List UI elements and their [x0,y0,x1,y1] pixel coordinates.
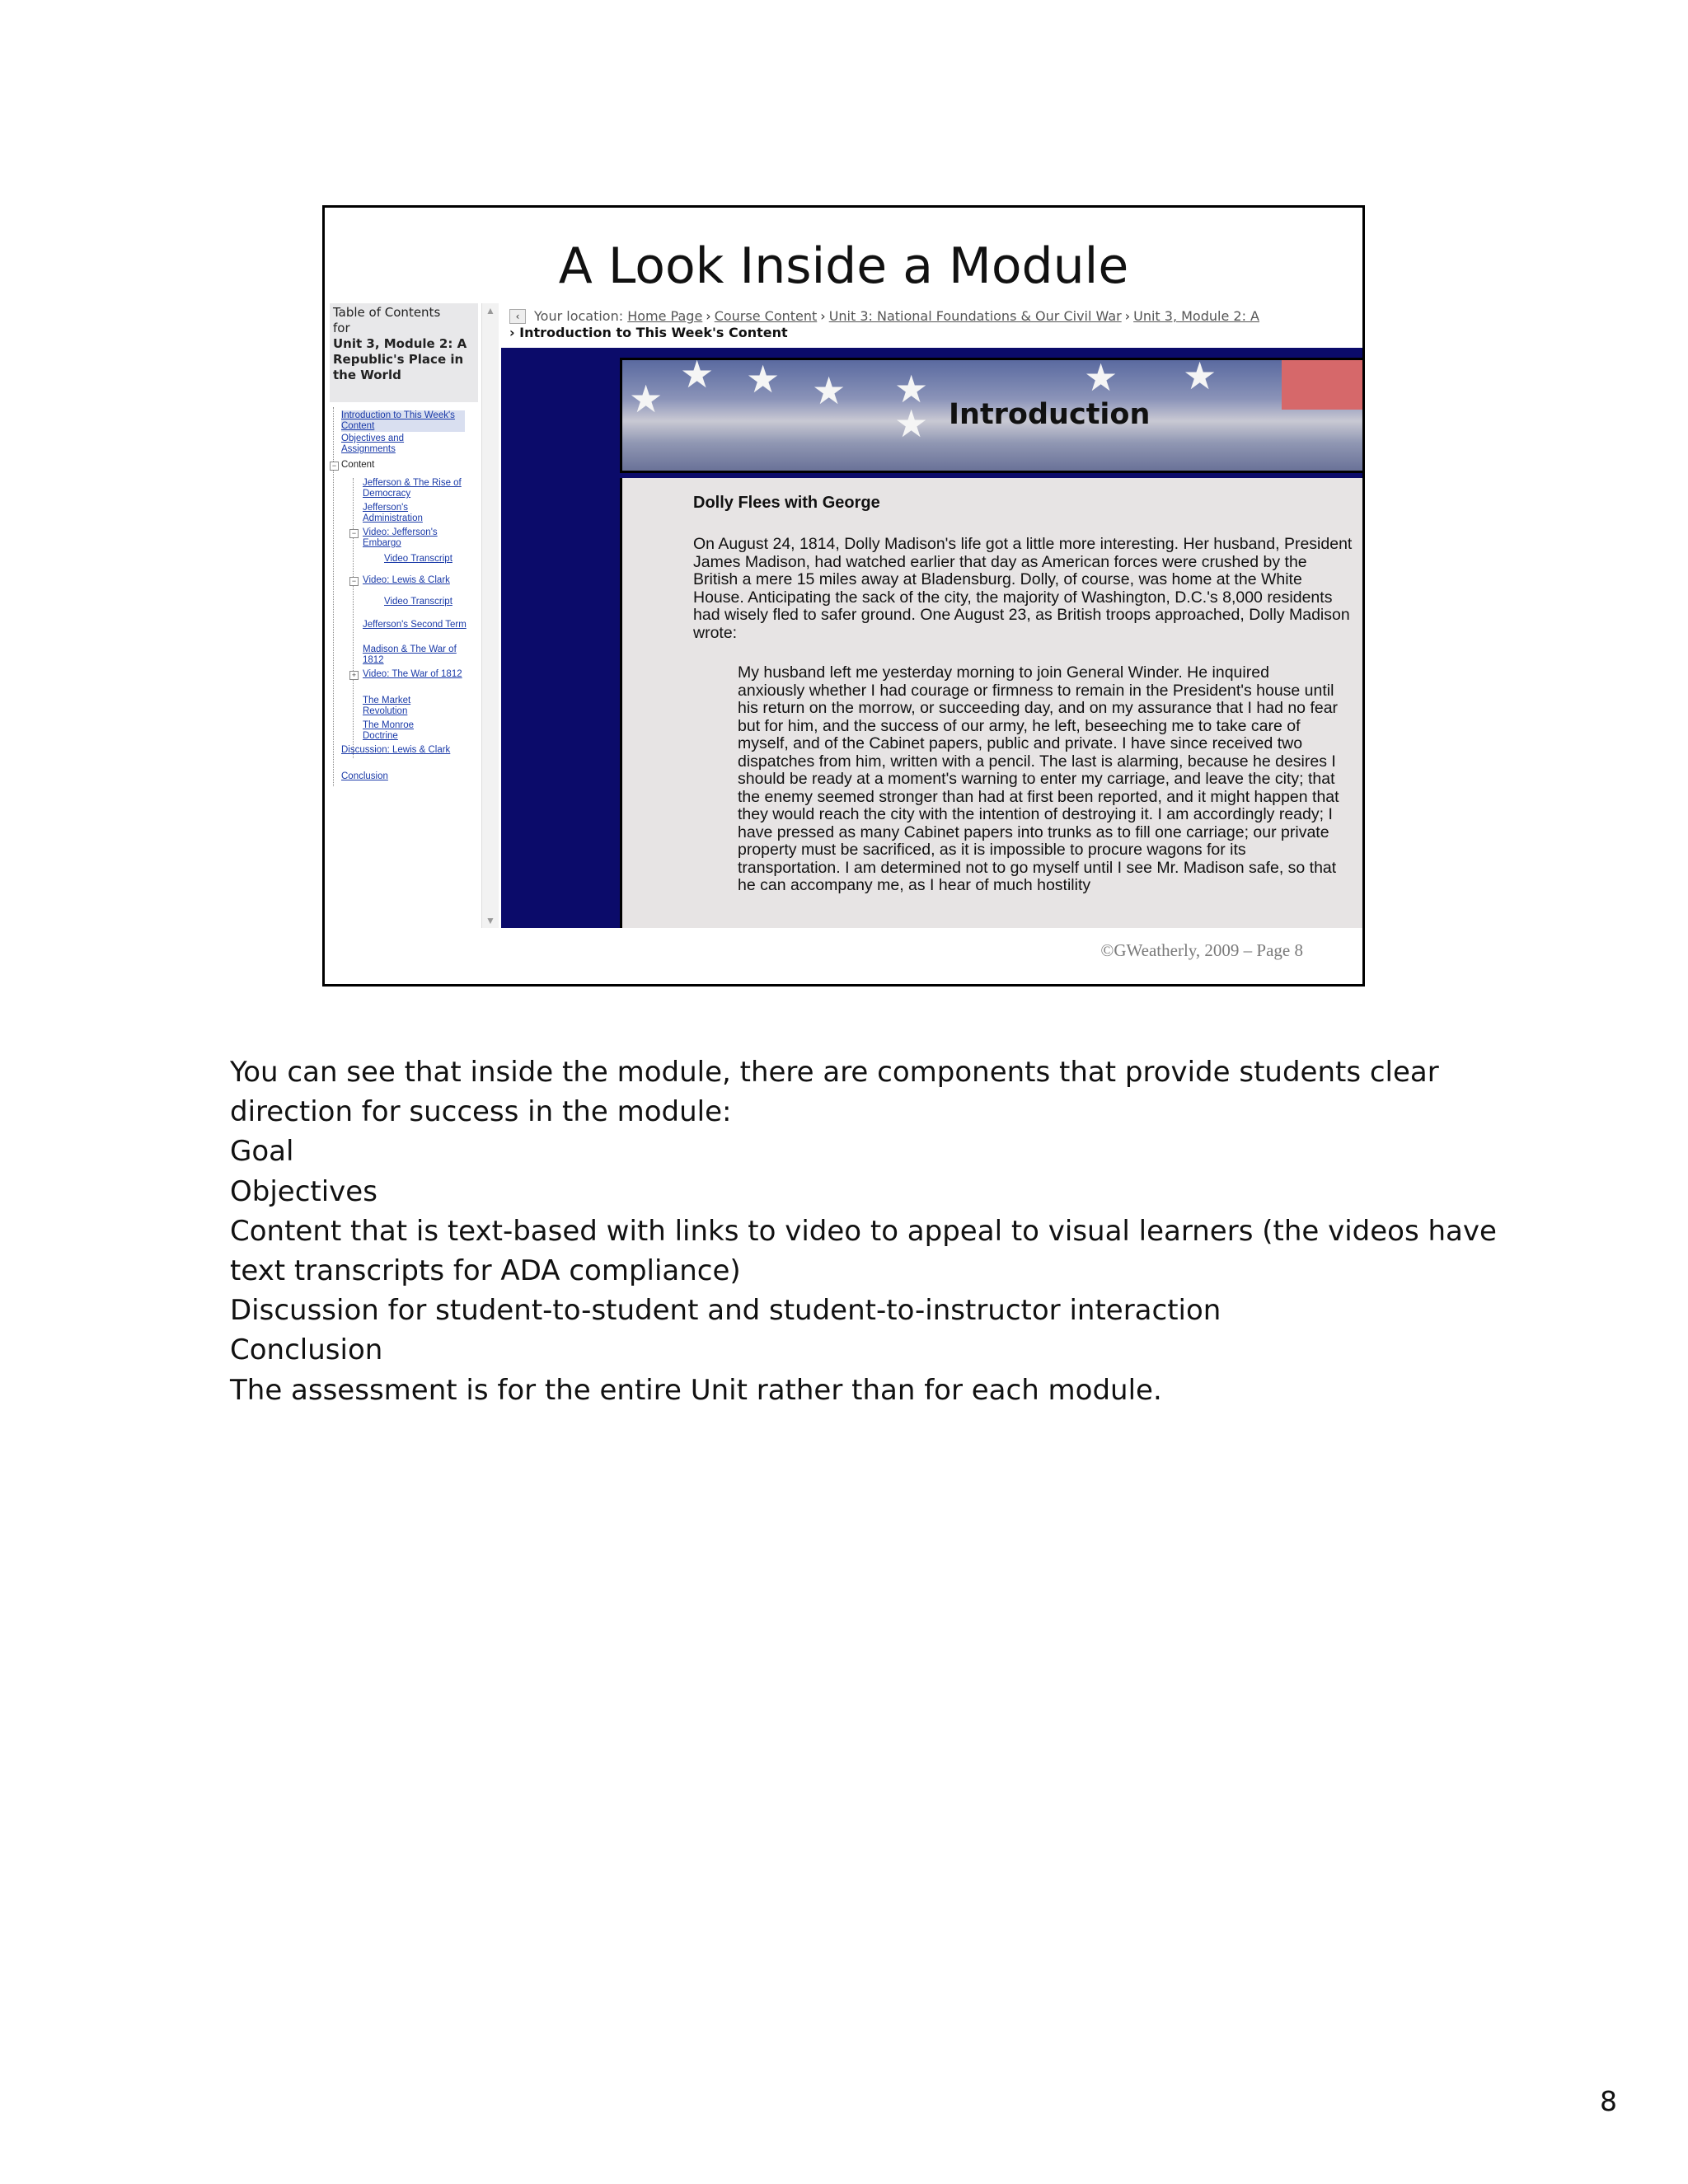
toc-heading-line1: Table of Contents [333,305,441,320]
star-icon: ★ [1084,358,1118,399]
toc-item-video-lewis-clark[interactable]: Video: Lewis & Clark [363,575,450,585]
toc-item-video-transcript[interactable]: Video Transcript [384,597,452,607]
article-paragraph: On August 24, 1814, Dolly Madison's life got a little more interesting. Her husband, President James Madison, had watched earlier that day as American forces were crushed by the British a mere 15 miles away at Bladensburg. Dolly, of course, was home at the White House. Anticipating the sack of the city, the majority of Washington, D.C.'s 8,000 residents had wisely fled to safer ground. One August 23, as British troops approached, Dolly Madison wrote: [693,535,1353,642]
chevron-right-icon: › [706,308,711,324]
toc-item-introduction[interactable]: Introduction to This Week's Content [341,410,465,432]
slide-image [322,205,1365,987]
scroll-up-icon[interactable]: ▲ [485,305,495,316]
toc-item-jefferson-admin[interactable]: Jefferson's Administration [363,503,423,523]
star-icon: ★ [812,369,846,412]
back-arrow-icon[interactable]: ‹ [509,309,526,324]
breadcrumb-current-label: Introduction to This Week's Content [519,325,788,340]
toc-sidebar [326,303,499,928]
breadcrumb-trail [534,308,1259,324]
chevron-right-icon: › [1124,308,1131,324]
notes-line: Discussion for student-to-student and student-to-instructor interaction [230,1294,1221,1328]
notes-line: Objectives [230,1174,377,1208]
notes-line: Content that is text-based with links to video to appeal to visual learners (the videos have [230,1214,1497,1248]
article-quote: My husband left me yesterday morning to join General Winder. He inquired anxiously whether I had courage or firmness to remain in the President's house until his return on the morrow, or succeeding day, and on my assurance that I had no fear but for him, and the success of our army, he left, beseeching me to take care of myself, and of the Cabinet papers, public and private. I have since received two dispatches from him, written with a pencil. The last is alarming, because he desires I should be ready at a moment's warning to enter my carriage, and leave the city; that the enemy seemed stronger than had at first been reported, and it might happen that they would reach the city with the intention of destroying it. I am accordingly ready; I have pressed as many Cabinet papers into trunks as to fill one carriage; our private property must be sacrificed, as it is impossible to procure wagons for its transportation. I am determined not to go myself until I see Mr. Madison safe, so that he can accompany me, as I hear of much hostility [738,663,1339,894]
toc-item-jefferson-rise[interactable]: Jefferson & The Rise of Democracy [363,478,462,499]
notes-line: Goal [230,1135,294,1169]
toc-scrollbar[interactable] [481,303,499,928]
toc-heading [330,303,478,402]
notes-line: The assessment is for the entire Unit rather than for each module. [230,1373,1162,1407]
lms-screenshot [326,303,1365,928]
breadcrumb-home[interactable]: Home Page [627,308,703,324]
star-icon: ★ [894,368,929,410]
expand-icon[interactable]: + [349,671,359,680]
slide-title: A Look Inside a Module [558,237,1129,295]
collapse-icon[interactable]: − [349,577,359,586]
toc-item-content[interactable]: Content [341,460,375,470]
chevron-right-icon: › [820,308,826,324]
notes-line: text transcripts for ADA compliance) [230,1254,741,1288]
toc-item-discussion[interactable]: Discussion: Lewis & Clark [341,745,451,755]
notes-line: direction for success in the module: [230,1095,732,1129]
introduction-banner [620,358,1365,473]
toc-item-monroe-doctrine[interactable]: The Monroe Doctrine [363,720,415,741]
toc-item-madison-war[interactable]: Madison & The War of 1812 [363,644,457,665]
toc-module-title: Unit 3, Module 2: A Republic's Place in the World [333,336,467,382]
star-icon: ★ [680,358,715,396]
breadcrumb-course-content[interactable]: Course Content [714,308,818,324]
breadcrumb-label: Your location: [534,308,624,324]
content-frame [501,348,1365,928]
toc-item-market-revolution[interactable]: The Market Revolution [363,696,411,716]
star-icon: ★ [629,377,663,420]
breadcrumb [501,303,1365,346]
star-icon: ★ [1183,358,1217,397]
toc-item-video-transcript[interactable]: Video Transcript [384,554,452,564]
star-icon: ★ [894,402,929,445]
toc-heading-line2: for [333,321,350,335]
notes-line: You can see that inside the module, there are components that provide students clear [230,1056,1439,1089]
toc-tree-line [353,478,354,758]
toc-item-objectives[interactable]: Objectives and Assignments [341,434,405,454]
collapse-icon[interactable]: − [330,462,339,471]
notes-line: Conclusion [230,1333,383,1367]
breadcrumb-current: › Introduction to This Week's Content [509,325,788,340]
page-number: 8 [1600,2085,1617,2117]
toc-item-jefferson-second-term[interactable]: Jefferson's Second Term [363,620,467,630]
banner-title: Introduction [949,398,1151,431]
breadcrumb-unit[interactable]: Unit 3: National Foundations & Our Civil War [828,308,1122,324]
star-icon: ★ [746,358,781,401]
toc-item-video-war[interactable]: Video: The War of 1812 [363,669,462,679]
toc-item-conclusion[interactable]: Conclusion [341,771,388,781]
breadcrumb-module[interactable]: Unit 3, Module 2: A [1133,308,1259,324]
article-panel [620,478,1365,928]
slide-footer: ©GWeatherly, 2009 – Page 8 [1100,940,1303,960]
collapse-icon[interactable]: − [349,529,359,538]
flag-stripe [1282,360,1364,410]
article-heading: Dolly Flees with George [693,494,880,512]
toc-item-video-embargo[interactable]: Video: Jefferson's Embargo [363,527,438,548]
speaker-notes [230,1052,1497,1410]
scroll-down-icon[interactable]: ▼ [485,915,495,926]
